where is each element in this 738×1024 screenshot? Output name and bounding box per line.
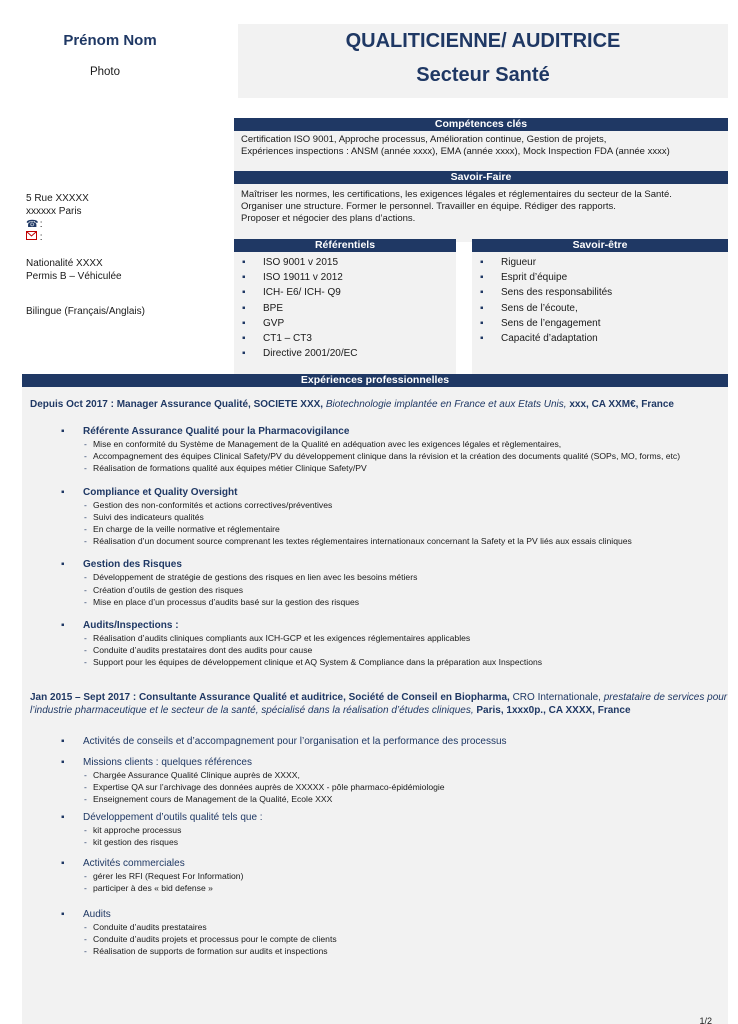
job-header-bold-end: Paris, 1xxx0p., CA XXXX, France xyxy=(473,704,631,716)
savoir-faire-heading: Savoir-Faire xyxy=(234,171,728,184)
savoir-etre-body xyxy=(472,252,728,376)
job-header-bold: Jan 2015 – Sept 2017 : Consultante Assurance Qualité et auditrice, Société de Conseil en Biopharma, xyxy=(30,691,510,703)
photo-placeholder: Photo xyxy=(89,66,121,78)
job-task: - Conduite d’audits projets et processus pour le compte de clients xyxy=(83,933,728,945)
referentiel-item: ▪ BPE xyxy=(242,301,456,316)
savoir-etre-item: ▪ Sens de l’engagement xyxy=(480,316,728,331)
referentiels-section xyxy=(234,239,456,376)
savoir-etre-item: ▪ Rigueur xyxy=(480,255,728,270)
job-section xyxy=(30,619,728,669)
job-task: - Support pour les équipes de développement clinique et AQ System & Compliance dans la préparation aux Inspections xyxy=(83,656,728,668)
job-header-italic: prestataire de services pour l’industrie pharmaceutique et le secteur de la santé, spécialisé dans la réalisation d’études cliniques, xyxy=(30,691,728,716)
job-header xyxy=(30,398,728,411)
referentiel-item: ▪ ICH- E6/ ICH- Q9 xyxy=(242,285,456,300)
job-task: - Réalisation d’audits cliniques compliants aux ICH-GCP et les exigences réglementaires applicables xyxy=(83,632,728,644)
competences-body xyxy=(234,131,728,171)
referentiel-item: ▪ Directive 2001/20/EC xyxy=(242,346,456,361)
competences-line: Expériences inspections : ANSM (année xxxx), EMA (année xxxx), Mock Inspection FDA (année xxxx) xyxy=(241,146,670,157)
job-section xyxy=(30,735,728,748)
mail-line xyxy=(26,231,226,244)
phone-icon: ☎ xyxy=(26,219,39,230)
job-header xyxy=(30,691,728,717)
job-section xyxy=(30,486,728,548)
job-section-title: ▪ Compliance et Quality Oversight xyxy=(83,486,728,499)
savoir-faire-line: Proposer et négocier des plans d’actions. xyxy=(241,213,416,224)
job-task: - Chargée Assurance Qualité Clinique auprès de XXXX, xyxy=(83,769,728,781)
savoir-faire-body xyxy=(234,184,728,242)
referentiels-body xyxy=(234,252,456,376)
job-section xyxy=(30,857,728,894)
experience-section xyxy=(22,374,728,1024)
job-task: - Expertise QA sur l’archivage des données auprès de XXXXX - pôle pharmaco-épidémiologie xyxy=(83,781,728,793)
job-task: - kit approche processus xyxy=(83,824,728,836)
job-section-title: ▪ Gestion des Risques xyxy=(83,558,728,571)
job-header-normal: CRO Internationale, xyxy=(509,691,601,703)
job-header-italic: Biotechnologie implantée en France et aux Etats Unis, xyxy=(323,399,567,410)
savoir-faire-section xyxy=(234,171,728,242)
job-section xyxy=(30,908,728,958)
savoir-faire-line: Organiser une structure. Former le personnel. Travailler en équipe. Rédiger des rapports. xyxy=(241,201,616,212)
job-section-title: ▪ Activités de conseils et d’accompagnement pour l’organisation et la performance des processus xyxy=(83,735,728,748)
referentiels-heading: Référentiels xyxy=(234,239,456,252)
job-task: - Réalisation d’un document source comprenant les textes réglementaires internationaux concernant la Safety et la PV liés aux essais cliniques xyxy=(83,535,728,547)
competences-heading: Compétences clés xyxy=(234,118,728,131)
mail-label: : xyxy=(39,232,43,243)
experience-content xyxy=(22,398,728,958)
phone-label: : xyxy=(39,219,43,230)
job-task: - Enseignement cours de Management de la Qualité, Ecole XXX xyxy=(83,793,728,805)
job-section-title: ▪ Développement d’outils qualité tels que : xyxy=(83,811,728,824)
job-task: - Mise en place d’un processus d’audits basé sur la gestion des risques xyxy=(83,596,728,608)
job-task: - Conduite d’audits prestataires dont des audits pour cause xyxy=(83,644,728,656)
job-section xyxy=(30,558,728,608)
sector-title: Secteur Santé xyxy=(416,64,550,86)
job-task: - Développement de stratégie de gestions des risques en lien avec les besoins métiers xyxy=(83,571,728,583)
job-task: - Conduite d’audits prestataires xyxy=(83,921,728,933)
languages: Bilingue (Français/Anglais) xyxy=(26,306,145,317)
savoir-faire-line: Maîtriser les normes, les certifications, les exigences légales et réglementaires du secteur de la Santé. xyxy=(241,189,672,200)
job-section xyxy=(30,811,728,848)
job-task: - Création d’outils de gestion des risques xyxy=(83,584,728,596)
job-section-title: ▪ Audits xyxy=(83,908,728,921)
address-street: 5 Rue XXXXX xyxy=(26,193,89,204)
savoir-etre-section xyxy=(472,239,728,376)
referentiel-item: ▪ ISO 19011 v 2012 xyxy=(242,270,456,285)
contact-info xyxy=(26,192,226,318)
job-header-bold: Depuis Oct 2017 : Manager Assurance Qualité, SOCIETE XXX, xyxy=(30,399,324,410)
job-section-title: ▪ Audits/Inspections : xyxy=(83,619,728,632)
referentiel-item: ▪ GVP xyxy=(242,316,456,331)
competences-section xyxy=(234,118,728,171)
savoir-etre-item: ▪ Capacité d’adaptation xyxy=(480,331,728,346)
job-task: - Réalisation de formations qualité aux équipes métier Clinique Safety/PV xyxy=(83,462,728,474)
experience-heading: Expériences professionnelles xyxy=(22,374,728,387)
referentiel-item: ▪ CT1 – CT3 xyxy=(242,331,456,346)
savoir-etre-item: ▪ Sens de l’écoute, xyxy=(480,301,728,316)
savoir-etre-item: ▪ Esprit d’équipe xyxy=(480,270,728,285)
title-box xyxy=(238,24,728,98)
job-section xyxy=(30,756,728,806)
phone-line xyxy=(26,218,226,231)
job-section-title: ▪ Activités commerciales xyxy=(83,857,728,870)
savoir-etre-heading: Savoir-être xyxy=(472,239,728,252)
job-section xyxy=(30,425,728,475)
candidate-name: Prénom Nom xyxy=(63,32,157,49)
referentiel-item: ▪ ISO 9001 v 2015 xyxy=(242,255,456,270)
job-task: - Gestion des non-conformités et actions correctives/préventives xyxy=(83,499,728,511)
mail-icon xyxy=(26,231,37,244)
savoir-etre-item: ▪ Sens des responsabilités xyxy=(480,285,728,300)
job-task: - kit gestion des risques xyxy=(83,836,728,848)
job-section-title: ▪ Référente Assurance Qualité pour la Pharmacovigilance xyxy=(83,425,728,438)
job-section-title: ▪ Missions clients : quelques références xyxy=(83,756,728,769)
job-header-bold-end: xxx, CA XXM€, France xyxy=(566,399,674,410)
job-task: - participer à des « bid defense » xyxy=(83,882,728,894)
job-task: - Mise en conformité du Système de Management de la Qualité en adéquation avec les exigences légales et règlementaires, xyxy=(83,438,728,450)
job-task: - gérer les RFI (Request For Information) xyxy=(83,870,728,882)
page-number: 1/2 xyxy=(699,1016,712,1024)
competences-line: Certification ISO 9001, Approche processus, Amélioration continue, Gestion de projets, xyxy=(241,134,607,145)
address-city: xxxxxx Paris xyxy=(26,206,82,217)
job-task: - Accompagnement des équipes Clinical Safety/PV du développement clinique dans la révision et la création des documents qualité (SOPs, MO, forms, etc) xyxy=(83,450,728,462)
nationality: Nationalité XXXX xyxy=(26,258,103,269)
job-task: - Suivi des indicateurs qualités xyxy=(83,511,728,523)
job-task: - Réalisation de supports de formation sur audits et inspections xyxy=(83,945,728,957)
driving-license: Permis B – Véhiculée xyxy=(26,271,122,282)
job-task: - En charge de la veille normative et réglementaire xyxy=(83,523,728,535)
job-title: QUALITICIENNE/ AUDITRICE xyxy=(345,30,621,52)
